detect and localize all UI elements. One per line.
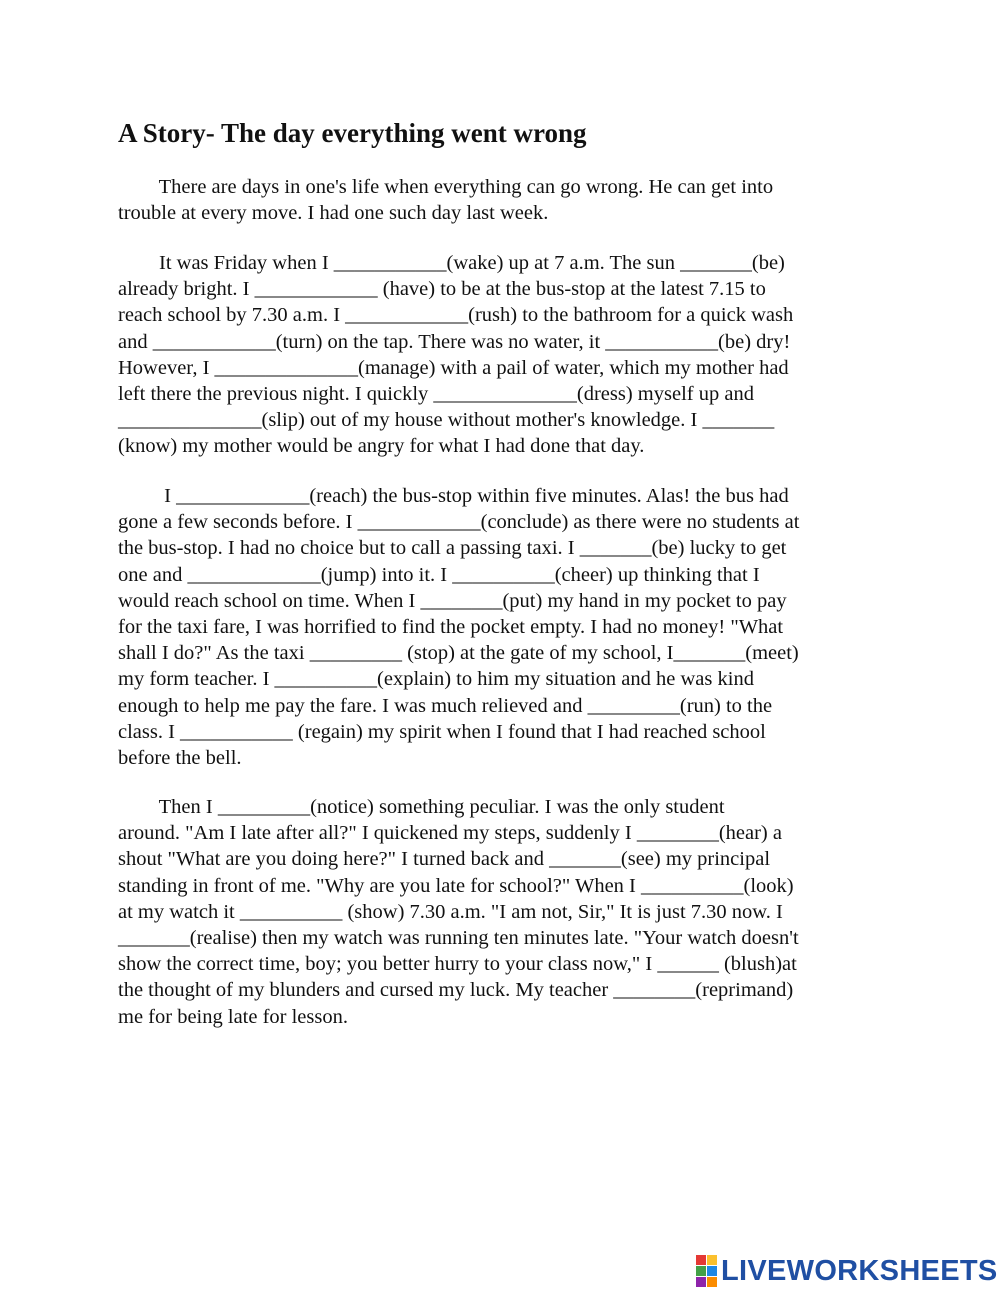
text-line: class. I ___________ (regain) my spirit when I found that I had reached school xyxy=(118,720,766,743)
text-line: shout "What are you doing here?" I turned back and _______(see) my principal xyxy=(118,848,771,871)
text-line: already bright. I ____________ (have) to be at the bus-stop at the latest 7.15 to xyxy=(118,278,766,301)
text-line: _______(realise) then my watch was running ten minutes late. "Your watch doesn't xyxy=(118,926,799,949)
text-line: would reach school on time. When I ________(put) my hand in my pocket to pay xyxy=(118,589,787,612)
text-line: (know) my mother would be angry for what I had done that day. xyxy=(118,435,645,458)
text-line: enough to help me pay the fare. I was much relieved and _________(run) to the xyxy=(118,694,773,717)
text-line: I _____________(reach) the bus-stop within five minutes. Alas! the bus had xyxy=(118,485,789,507)
logo-block xyxy=(707,1266,717,1276)
paragraph-bus-stop xyxy=(118,483,898,771)
text-line: gone a few seconds before. I ____________(conclude) as there were no students at xyxy=(118,511,800,534)
text-line: the bus-stop. I had no choice but to call a passing taxi. I _______(be) lucky to get xyxy=(118,537,787,560)
text-line: at my watch it __________ (show) 7.30 a.m. "I am not, Sir," It is just 7.30 now. I xyxy=(118,900,783,923)
logo-block xyxy=(696,1266,706,1276)
text-line: show the correct time, boy; you better hurry to your class now," I ______ (blush)at xyxy=(118,953,797,976)
story-title: A Story- The day everything went wrong xyxy=(118,118,587,148)
logo-block xyxy=(707,1255,717,1265)
text-line: the thought of my blunders and cursed my luck. My teacher ________(reprimand) xyxy=(118,979,794,1002)
text-line: one and _____________(jump) into it. I __________(cheer) up thinking that I xyxy=(118,563,760,586)
logo-block xyxy=(696,1255,706,1265)
liveworksheets-logo xyxy=(696,1255,998,1287)
text-line: around. "Am I late after all?" I quickened my steps, suddenly I ________(hear) a xyxy=(118,822,782,845)
text-line: left there the previous night. I quickly ______________(dress) myself up and xyxy=(118,382,754,405)
text-line: my form teacher. I __________(explain) to him my situation and he was kind xyxy=(118,668,754,691)
text-line: standing in front of me. "Why are you late for school?" When I __________(look) xyxy=(118,874,794,897)
logo-block xyxy=(707,1277,717,1287)
text-line: me for being late for lesson. xyxy=(118,1005,348,1028)
paragraph-intro xyxy=(118,174,898,226)
watermark-text: LIVEWORKSHEETS xyxy=(721,1254,998,1287)
text-line: reach school by 7.30 a.m. I ____________(rush) to the bathroom for a quick wash xyxy=(118,304,794,327)
text-line: Then I _________(notice) something peculiar. I was the only student xyxy=(118,796,725,818)
text-line: However, I ______________(manage) with a pail of water, which my mother had xyxy=(118,356,789,379)
text-line: for the taxi fare, I was horrified to find the pocket empty. I had no money! "What xyxy=(118,615,784,638)
text-line: and ____________(turn) on the tap. There was no water, it ___________(be) dry! xyxy=(118,330,791,353)
logo-block xyxy=(696,1277,706,1287)
liveworksheets-blocks-icon xyxy=(696,1255,717,1287)
text-line: There are days in one's life when everything can go wrong. He can get into xyxy=(118,176,774,198)
paragraph-morning xyxy=(118,250,898,460)
text-line: It was Friday when I ___________(wake) up at 7 a.m. The sun _______(be) xyxy=(118,252,785,274)
text-line: trouble at every move. I had one such day last week. xyxy=(118,202,549,225)
paragraph-school xyxy=(118,794,898,1030)
text-line: ______________(slip) out of my house without mother's knowledge. I _______ xyxy=(118,409,775,432)
text-line: before the bell. xyxy=(118,746,242,769)
text-line: shall I do?" As the taxi _________ (stop) at the gate of my school, I_______(meet) xyxy=(118,642,799,665)
